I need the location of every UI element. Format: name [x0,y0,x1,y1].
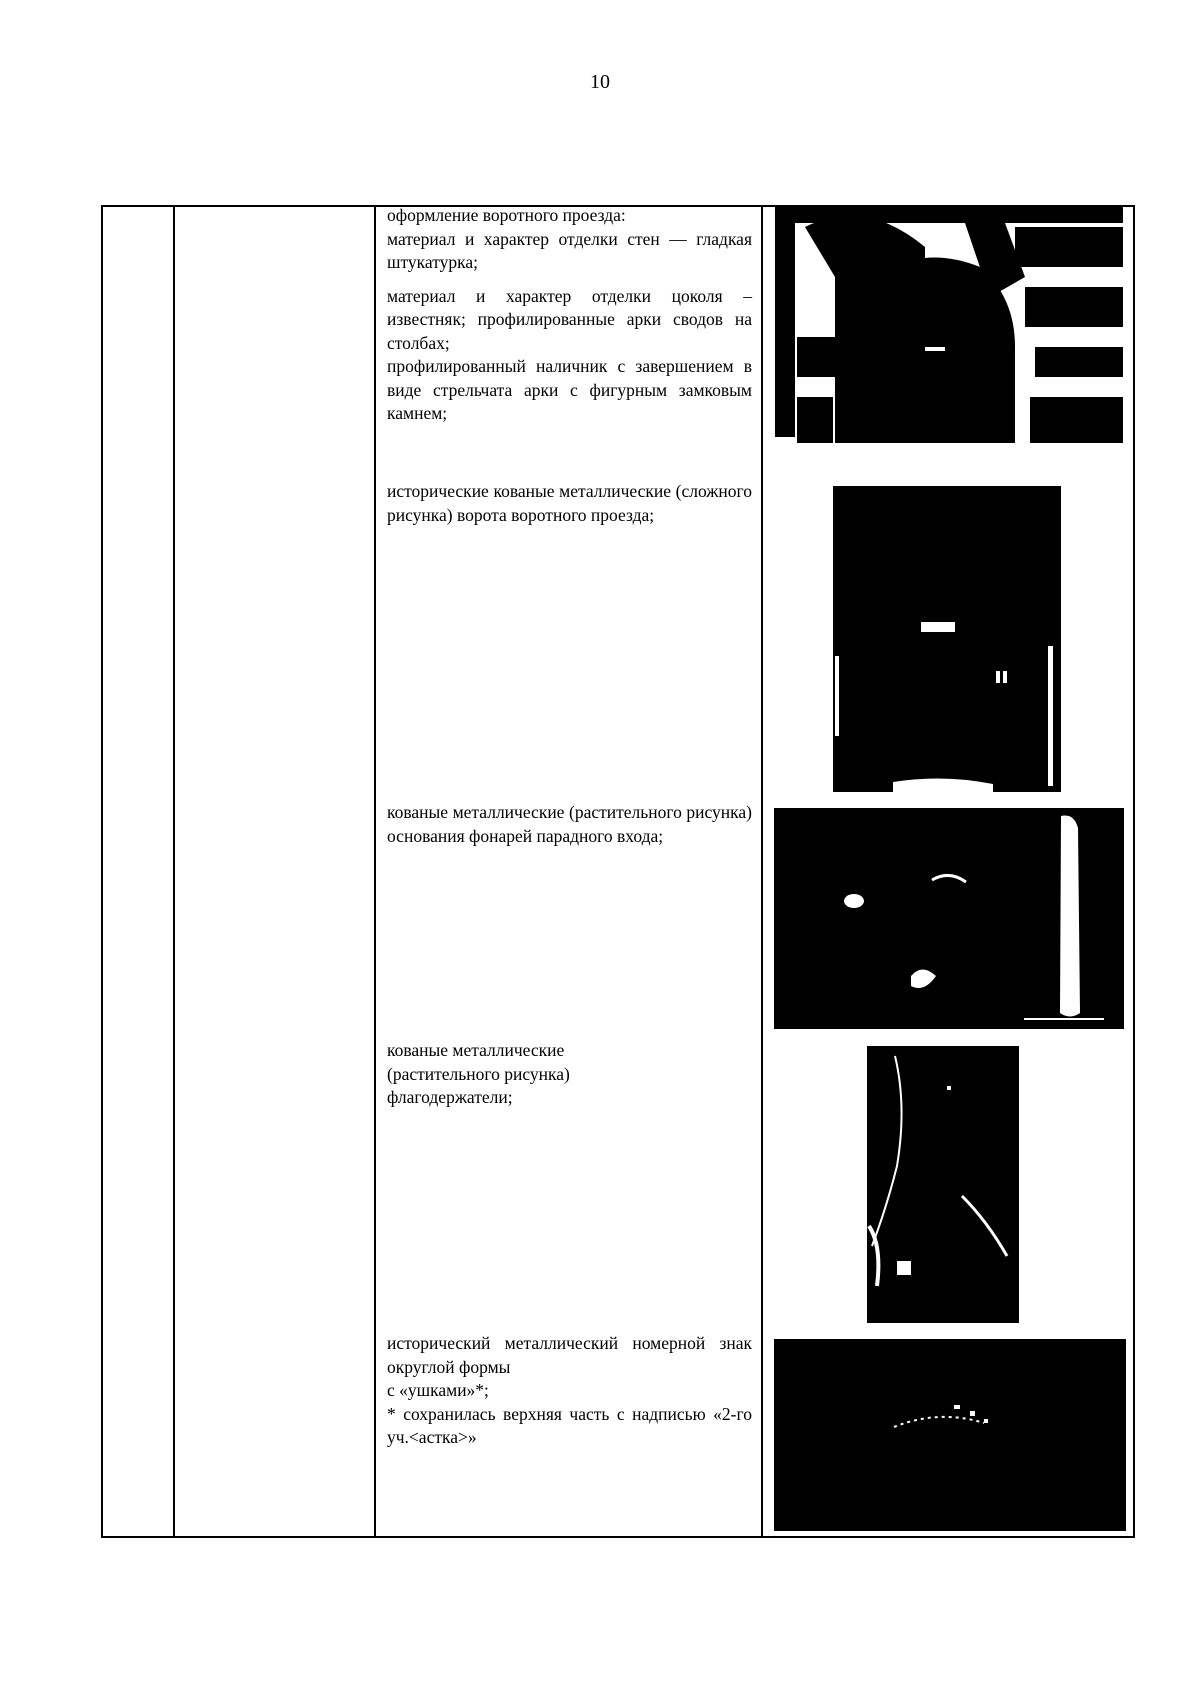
photo-lantern-bases [774,808,1124,1029]
entry-description-forged-gates [387,480,752,527]
column-divider [761,207,763,1536]
photo-house-number-plate-image [774,1339,1126,1531]
entry-description-flag-holders [387,1039,752,1110]
photo-lantern-bases-image [774,808,1124,1029]
photo-flag-holders-image [867,1046,1019,1323]
entry-text: * сохранилась верхняя часть с надписью «2-го уч.<астка>» [387,1403,752,1447]
entry-description-lantern-bases [387,801,752,848]
column-divider [173,207,175,1536]
entry-text: исторический металлический номерной знак округлой формы [387,1333,752,1377]
photo-house-number-plate [774,1339,1126,1531]
photo-flag-holders [867,1046,1019,1323]
entry-text: материал и характер отделки цоколя – известняк; профилированные арки сводов на столбах; [387,285,752,353]
entry-text: флагодержатели; [387,1087,513,1107]
photo-forged-gates-image [833,486,1061,792]
photo-gate-arch-image [775,207,1123,443]
entry-text: кованые металлические (растительного рисунка) основания фонарей парадного входа; [387,802,752,846]
document-table [101,205,1135,1538]
column-divider [374,207,376,1536]
entry-description-gate-passage [387,204,752,426]
entry-text: материал и характер отделки стен — гладкая штукатурка; [387,228,752,272]
entry-text: исторические кованые металлические (сложного рисунка) ворота воротного проезда; [387,481,752,525]
entry-text: профилированный наличник с завершением в виде стрельчата арки с фигурным замковым камнем; [387,356,752,423]
page-number: 10 [590,71,610,93]
entry-description-house-number-plate [387,1332,752,1450]
entry-text: (растительного рисунка) [387,1063,570,1084]
photo-gate-arch [775,207,1123,443]
entry-text: оформление воротного проезда: [387,205,626,225]
photo-forged-gates [833,486,1061,792]
entry-text: кованые металлические [387,1040,565,1060]
entry-text: с «ушками»*; [387,1380,489,1400]
